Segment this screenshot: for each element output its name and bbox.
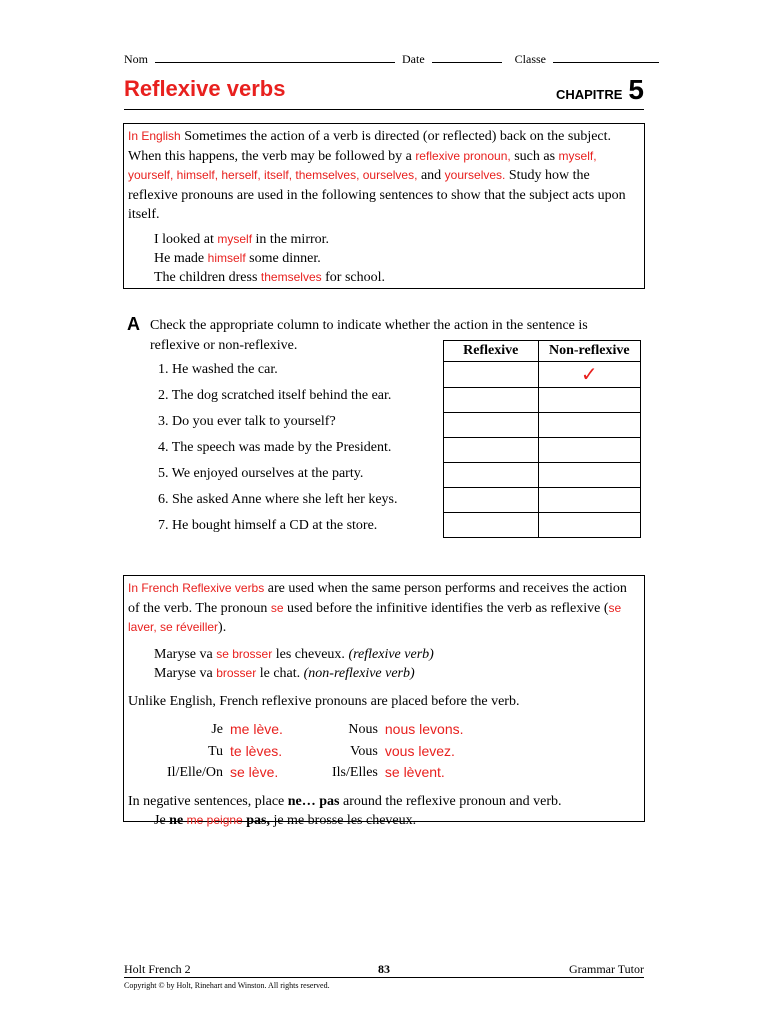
in-french-box (123, 575, 645, 828)
section-a-items (158, 360, 438, 542)
section-a-instructions: Check the appropriate column to indicate whether the action in the sentence is reflexive or non-reflexive. (150, 318, 588, 353)
se-term: se (270, 600, 284, 615)
reflexive-cell[interactable] (444, 413, 539, 438)
nom-line[interactable] (155, 52, 395, 63)
nonreflexive-column-header: Non-reflexive (538, 341, 640, 362)
french-example: Maryse va brosser le chat. (non-reflexive verb) (154, 665, 415, 681)
page-title: Reflexive verbs (124, 76, 286, 101)
reflexive-pronoun-term: reflexive pronoun, (415, 148, 511, 163)
english-text-1: Sometimes the action of a verb is directed (or reflected) back on the subject. When this happens, the verb may be followed by a (128, 129, 612, 164)
french-text-2: used before the infinitive identifies the verb as reflexive ( (287, 600, 609, 616)
english-explanation (128, 127, 640, 225)
reflexive-answer-grid (443, 340, 641, 538)
nonreflexive-cell[interactable]: ✓ (538, 362, 640, 388)
in-english-label: In English (128, 129, 181, 143)
conjugation-row: Tu te lèves. Vous vous levez. (207, 742, 455, 759)
date-label: Date (402, 52, 425, 66)
footer-page-number: 83 (378, 962, 390, 976)
reflexive-column-header: Reflexive (444, 341, 539, 362)
title-rule (124, 109, 644, 110)
nonreflexive-cell[interactable] (538, 463, 640, 488)
classe-label: Classe (514, 52, 546, 66)
exercise-item: 6. She asked Anne where she left her keys. (158, 492, 398, 507)
reflexive-cell[interactable] (444, 388, 539, 413)
french-example: Maryse va se brosser les cheveux. (reflexive verb) (154, 646, 434, 662)
reflexive-cell[interactable] (444, 438, 539, 463)
nonreflexive-cell[interactable] (538, 513, 640, 538)
conjugation-table (142, 719, 465, 784)
section-a-letter: A (127, 314, 140, 334)
nonreflexive-cell[interactable] (538, 488, 640, 513)
reflexive-cell[interactable] (444, 488, 539, 513)
copyright-notice: Copyright © by Holt, Rinehart and Winston. All rights reserved. (124, 981, 330, 990)
french-inline-examples: se laver, se réveiller (128, 600, 622, 634)
english-text-3: Study how the reflexive pronouns are used in the following sentences to show that the subject acts upon itself. (128, 168, 626, 222)
nonreflexive-cell[interactable] (538, 413, 640, 438)
reflexive-cell[interactable] (444, 513, 539, 538)
footer-book: Holt French 2 (124, 962, 191, 976)
exercise-item: 3. Do you ever talk to yourself? (158, 414, 336, 429)
exercise-item: 2. The dog scratched itself behind the ear. (158, 388, 392, 403)
footer-title: Grammar Tutor (569, 962, 644, 976)
reflexive-cell[interactable] (444, 362, 539, 388)
english-text-2: such as (514, 148, 556, 164)
chapter-label (556, 74, 644, 106)
french-examples (154, 645, 640, 683)
chapter-word: CHAPITRE (555, 87, 623, 102)
english-example: The children dress themselves for school. (154, 269, 386, 285)
english-examples (154, 230, 640, 287)
name-date-class-header (124, 52, 644, 67)
exercise-item: 1. He washed the car. (158, 362, 278, 377)
negative-example: Je ne me peigne pas, je me brosse les cheveux. (154, 813, 417, 828)
conjugation-row: Il/Elle/On se lève. Ils/Elles se lèvent. (167, 764, 445, 780)
nonreflexive-cell[interactable] (538, 388, 640, 413)
reflexive-cell[interactable] (444, 463, 539, 488)
french-explanation: In French Reflexive verbs are used when the same person performs and receives the action of the verb. The pronoun se used before the infinitive identifies the verb as reflexive (se laver, se réveiller). (128, 581, 627, 635)
english-example: He made himself some dinner. (154, 250, 321, 266)
reflexive-verbs-term: Reflexive verbs (182, 581, 265, 595)
english-and: and (420, 168, 442, 183)
date-line[interactable] (432, 52, 502, 63)
negative-rule: In negative sentences, place ne… pas around the reflexive pronoun and verb. (128, 793, 562, 809)
unlike-english-text: Unlike English, French reflexive pronouns are placed before the verb. (128, 693, 520, 709)
nom-label: Nom (124, 52, 148, 66)
exercise-item: 7. He bought himself a CD at the store. (158, 518, 378, 533)
in-french-label: In French (128, 581, 179, 595)
pronoun-list: myself, yourself, himself, herself, itself, themselves, ourselves, (128, 148, 597, 182)
nonreflexive-cell[interactable] (538, 438, 640, 463)
exercise-item: 5. We enjoyed ourselves at the party. (158, 466, 364, 481)
last-pronoun: yourselves. (444, 168, 506, 182)
english-example: I looked at myself in the mirror. (154, 231, 330, 247)
footer-rule (124, 977, 644, 978)
french-text-1: are used when the same person performs and receives the action of the verb. The pronoun (128, 581, 627, 616)
conjugation-row: Je me lève. Nous nous levons. (211, 721, 464, 737)
in-english-box (123, 123, 645, 289)
exercise-item: 4. The speech was made by the President. (158, 440, 392, 455)
classe-line[interactable] (553, 52, 659, 63)
chapter-number: 5 (628, 74, 644, 105)
